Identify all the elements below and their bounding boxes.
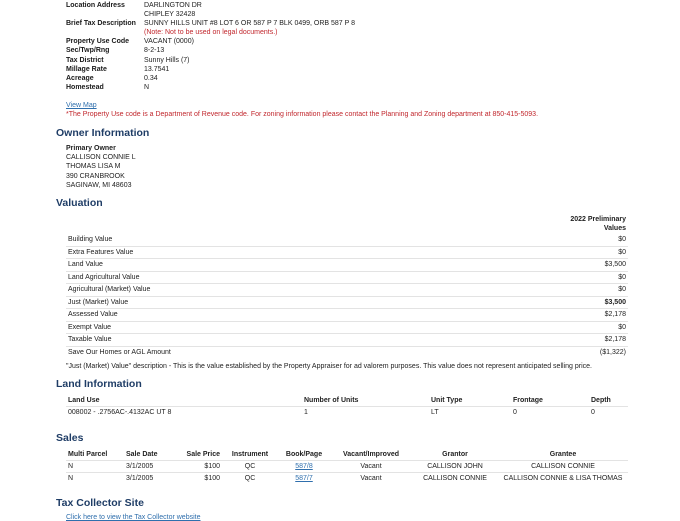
- valuation-label: Taxable Value: [66, 334, 505, 347]
- use-label: Property Use Code: [66, 38, 130, 46]
- brief-label: Brief Tax Description: [66, 20, 136, 28]
- units-cell: 1: [304, 409, 308, 416]
- location-label: Location Address: [66, 2, 125, 9]
- owner-line: CALLISON CONNIE L: [66, 154, 136, 162]
- property-summary: [66, 1, 355, 92]
- table-row: [66, 461, 628, 473]
- land-use-cell: 008002 - .2756AC-.4132AC UT 8: [68, 409, 172, 416]
- valuation-label: Extra Features Value: [66, 246, 505, 259]
- valuation-row: [66, 334, 628, 347]
- valuation-row: [66, 234, 628, 246]
- owner-block: [66, 144, 136, 190]
- valuation-label: Assessed Value: [66, 309, 505, 322]
- valuation-header-line1: 2022 Preliminary: [570, 216, 626, 223]
- sale-date-cell: 3/1/2005: [124, 461, 178, 473]
- use-value: VACANT (0000): [144, 38, 194, 46]
- just-value-note: "Just (Market) Value" description - This is the value established by the Property Appraiser for ad valorem purposes. This value does not represent anticipated selling price.: [66, 363, 592, 370]
- homestead-row: [66, 83, 355, 92]
- grantee-cell: CALLISON CONNIE & LISA THOMAS: [503, 475, 623, 482]
- tax-collector-link[interactable]: Click here to view the Tax Collector website: [66, 514, 201, 521]
- sales-title: Sales: [56, 432, 84, 444]
- brief-note: (Note: Not to be used on legal documents.): [144, 29, 278, 37]
- valuation-value: $0: [505, 271, 628, 284]
- multi-parcel-header: Multi Parcel: [66, 449, 124, 461]
- vacant-improved-cell: Vacant: [360, 475, 382, 482]
- homestead-value: N: [144, 83, 150, 91]
- sales-header-row: [66, 449, 628, 461]
- location-line2: CHIPLEY 32428: [144, 11, 196, 19]
- view-map-link[interactable]: View Map: [66, 102, 97, 109]
- land-use-header: Land Use: [66, 395, 302, 407]
- owner-title: Owner Information: [56, 127, 150, 139]
- instrument-cell: QC: [244, 475, 256, 482]
- valuation-label: Exempt Value: [66, 321, 505, 334]
- valuation-year-header: [570, 215, 626, 233]
- district-row: [66, 56, 355, 65]
- location-line1: DARLINGTON DR: [144, 2, 202, 9]
- millage-value: 13.7541: [144, 65, 170, 73]
- millage-row: [66, 65, 355, 74]
- acreage-row: [66, 74, 355, 83]
- valuation-value: $0: [505, 234, 628, 246]
- land-header-row: [66, 395, 628, 407]
- valuation-value: $2,178: [505, 334, 628, 347]
- valuation-row: [66, 284, 628, 297]
- owner-line: 390 CRANBROOK: [66, 172, 125, 180]
- grantor-header: Grantor: [412, 449, 498, 461]
- sec-label: Sec/Twp/Rng: [66, 47, 110, 55]
- use-row: [66, 37, 355, 46]
- valuation-row: [66, 259, 628, 272]
- valuation-value: $3,500: [505, 259, 628, 272]
- table-row: [66, 407, 628, 419]
- valuation-title: Valuation: [56, 197, 103, 209]
- valuation-value: $0: [505, 246, 628, 259]
- frontage-cell: 0: [513, 409, 517, 416]
- valuation-value: $0: [505, 284, 628, 297]
- acreage-value: 0.34: [144, 74, 158, 82]
- grantee-header: Grantee: [498, 449, 628, 461]
- grantee-cell: CALLISON CONNIE: [498, 461, 628, 473]
- valuation-header-line2: Values: [603, 225, 626, 232]
- grantor-cell: CALLISON JOHN: [412, 461, 498, 473]
- land-table: [66, 395, 628, 418]
- valuation-label: Land Agricultural Value: [66, 271, 505, 284]
- valuation-table: [66, 234, 628, 358]
- grantor-cell: CALLISON CONNIE: [423, 475, 487, 482]
- unit-type-cell: LT: [431, 409, 439, 416]
- valuation-label: Save Our Homes or AGL Amount: [68, 348, 171, 356]
- multi-parcel-cell: N: [66, 461, 124, 473]
- millage-label: Millage Rate: [66, 65, 107, 73]
- primary-owner-label: Primary Owner: [66, 145, 116, 152]
- use-code-note: *The Property Use code is a Department of Revenue code. For zoning information please contact the Planning and Zoning department at 850-415-5093.: [66, 111, 539, 118]
- district-label: Tax District: [66, 56, 104, 64]
- valuation-label: Building Value: [66, 234, 505, 246]
- valuation-row: [66, 346, 628, 358]
- unit-type-header: Unit Type: [429, 395, 511, 407]
- brief-value: SUNNY HILLS UNIT #8 LOT 6 OR 587 P 7 BLK 0499, ORB 587 P 8: [144, 20, 356, 28]
- district-value: Sunny Hills (7): [144, 56, 190, 64]
- land-title: Land Information: [56, 378, 142, 390]
- valuation-row: [66, 296, 628, 309]
- sale-date-cell: 3/1/2005: [126, 475, 154, 482]
- sec-value: 8-2-13: [144, 47, 165, 55]
- sale-price-header: Sale Price: [178, 449, 222, 461]
- brief-row: [66, 19, 355, 37]
- depth-cell: 0: [591, 409, 595, 416]
- table-row: [66, 473, 628, 485]
- valuation-row: [66, 321, 628, 334]
- sale-date-header: Sale Date: [124, 449, 178, 461]
- vacant-improved-cell: Vacant: [330, 461, 412, 473]
- valuation-value: $0: [505, 321, 628, 334]
- instrument-cell: QC: [222, 461, 278, 473]
- book-page-link[interactable]: 587/8: [295, 463, 313, 470]
- valuation-label: Agricultural (Market) Value: [66, 284, 505, 297]
- sale-price-cell: $100: [204, 475, 220, 482]
- sec-row: [66, 46, 355, 55]
- units-header: Number of Units: [302, 395, 429, 407]
- valuation-row: [66, 246, 628, 259]
- acreage-label: Acreage: [66, 74, 94, 82]
- valuation-label: Land Value: [66, 259, 505, 272]
- location-row: [66, 1, 355, 19]
- depth-header: Depth: [589, 395, 628, 407]
- valuation-value: ($1,322): [599, 348, 626, 356]
- frontage-header: Frontage: [511, 395, 589, 407]
- valuation-value: $2,178: [505, 309, 628, 322]
- vacant-improved-header: Vacant/Improved: [330, 449, 412, 461]
- homestead-label: Homestead: [66, 83, 104, 91]
- sale-price-cell: $100: [178, 461, 222, 473]
- owner-line: SAGINAW, MI 48603: [66, 181, 132, 189]
- book-page-link[interactable]: 587/7: [295, 475, 313, 482]
- valuation-row: [66, 271, 628, 284]
- multi-parcel-cell: N: [68, 475, 74, 482]
- book-page-header: Book/Page: [278, 449, 330, 461]
- valuation-value: $3,500: [505, 296, 628, 309]
- tax-collector-title: Tax Collector Site: [56, 497, 144, 509]
- valuation-label: Just (Market) Value: [66, 296, 505, 309]
- instrument-header: Instrument: [222, 449, 278, 461]
- owner-line: THOMAS LISA M: [66, 163, 121, 171]
- valuation-row: [66, 309, 628, 322]
- sales-table: [66, 449, 628, 484]
